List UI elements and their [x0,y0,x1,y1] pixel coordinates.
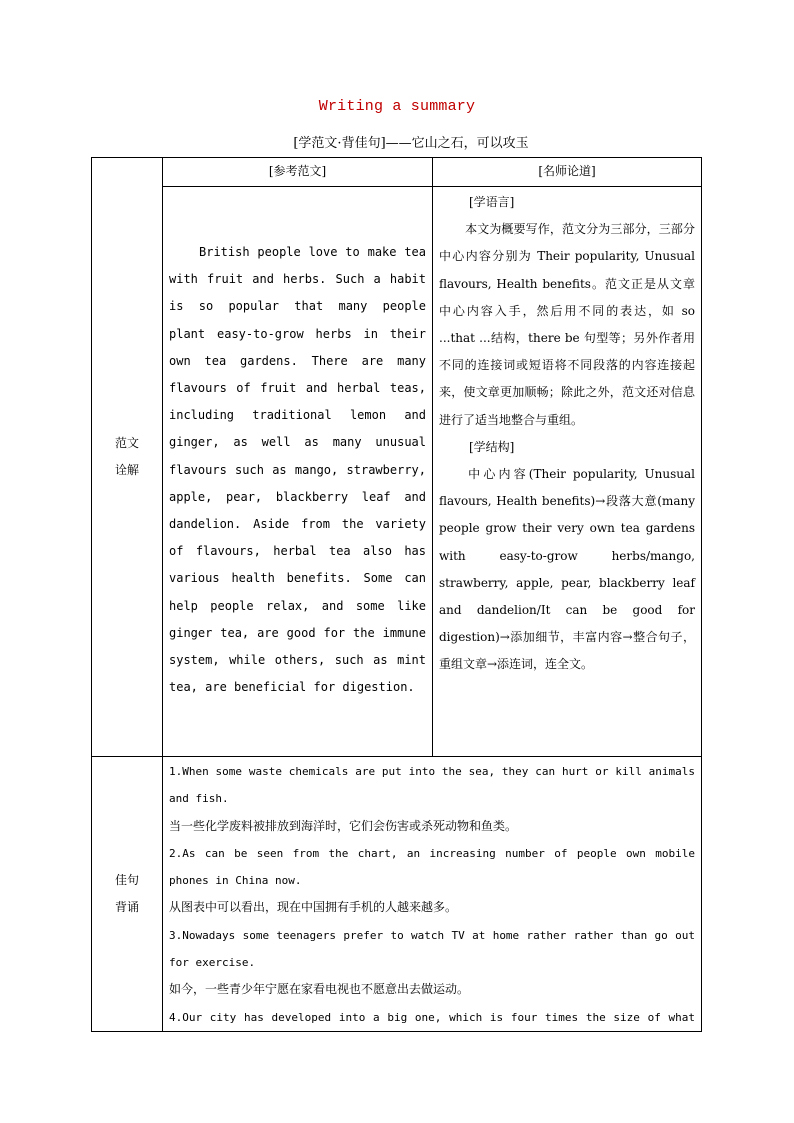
model-essay-cell [163,187,433,757]
row1-label-line2: 诠解 [114,463,139,477]
header-reference-essay: [参考范文] [163,158,433,187]
row2-label-line1: 佳句 [114,872,139,887]
analysis-cell [433,187,702,757]
page-title: Writing a summary [318,98,476,115]
sentence-3-en: 3.Nowadays some teenagers prefer to watch TV at home rather rather than go out for exercise. [169,928,695,970]
sentence-4-en: 4.Our city has developed into a big one, which is four times the size of what [169,1010,695,1024]
structure-heading: [学结构] [469,439,515,454]
language-heading: [学语言] [469,195,515,209]
sentences-cell [163,757,702,1032]
sentence-3-zh: 如今，一些青少年宁愿在家看电视也不愿意出去做运动。 [169,982,470,997]
content-table [91,157,702,1032]
header-teacher-analysis: [名师论道] [433,158,702,187]
row1-label [92,158,163,757]
row2-label [92,757,163,1032]
sentence-1-en: 1.When some waste chemicals are put into the sea, they can hurt or kill animals and fish. [169,765,695,806]
model-essay-text: British people love to make tea with fruit and herbs. Such a habit is so popular that many people plant easy-to-grow herbs in their own tea gardens. There are many flavours of fruit and herbal teas, including traditional lemon and ginger, as well as many unusual flavours such as mango, strawberry, apple, pear, blackberry leaf and dandelion. Aside from the variety of flavours, herbal tea also has various health benefits. Some can help people relax, and some like ginger tea, are good for the immune system, while others, such as mint tea, are beneficial for digestion. [169,245,426,695]
sentence-1-zh: 当一些化学废料被排放到海洋时，它们会伤害或杀死动物和鱼类。 [169,818,518,833]
language-body: 本文为概要写作，范文分为三部分，三部分中心内容分别为 Their popularity, Unusual flavours, Health benefits。范文正是从文章中心内容入手，然后用不同的表达，如 so ...that ...结构，there be 句型等；另外作者用不同的连接词或短语将不同段落的内容连接起来，使文章更加顺畅；除此之外，范文还对信息进行了适当地整合与重组。 [439,222,695,427]
row2-label-line2: 背诵 [114,899,139,914]
page-subtitle: [学范文·背佳句]——它山之石，可以攻玉 [293,136,529,151]
sentence-2-zh: 从图表中可以看出，现在中国拥有手机的人越来越多。 [169,900,458,915]
row1-label-line1: 范文 [114,436,139,450]
sentence-2-en: 2.As can be seen from the chart, an increasing number of people own mobile phones in China now. [169,846,695,888]
structure-body: 中心内容(Their popularity, Unusual flavours, Health benefits)→段落大意(many people grow their very own tea gardens with easy-to-grow herbs/mango, strawberry, apple, pear, blackberry leaf and dandelion/It can be good for digestion)→添加细节，丰富内容→整合句子，重组文章→添连词，连全文。 [439,467,695,672]
